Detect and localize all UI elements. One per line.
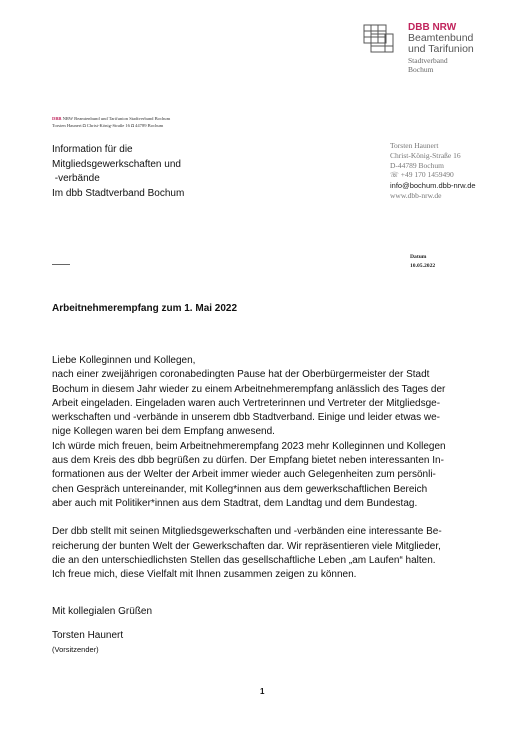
recipient-line-1: Information für die <box>52 144 133 155</box>
fold-mark-divider <box>52 264 70 265</box>
contact-phone: +49 170 1459490 <box>400 170 454 180</box>
sender-return-address <box>52 115 170 129</box>
paragraph-gap <box>52 511 482 525</box>
sender-address: Torsten Haunert ◘ Christ-König-Straße 16 ◘ 44789 Bochum <box>52 123 164 128</box>
contact-city: D-44789 Bochum <box>390 160 444 170</box>
recipient-line-3: -verbände <box>52 173 100 184</box>
greeting: Liebe Kolleginnen und Kollegen, <box>52 355 196 366</box>
body-line: die an den unterschiedlichsten Stellen das gesellschaftliche Leben „am Laufen“ halten. <box>52 554 436 566</box>
body-line: aus dem Kreis des dbb begrüßen zu dürfen. Der Empfang bietet neben interessanten In- <box>52 455 444 467</box>
body-line: Bochum in diesem Jahr wieder zu einem Arbeitnehmerempfang anlässlich des Tages der <box>52 383 446 395</box>
contact-street: Christ-König-Straße 16 <box>390 150 461 160</box>
contact-email[interactable]: info@bochum.dbb-nrw.de <box>390 181 476 191</box>
contact-website[interactable]: www.dbb-nrw.de <box>390 190 442 200</box>
contact-block <box>390 141 476 201</box>
closing-regards: Mit kollegialen Grüßen <box>52 606 153 617</box>
body-line: chen Gespräch untereinander, mit Kolleg*innen aus dem gewerkschaftlichen Bereich <box>52 483 428 495</box>
date-block <box>410 253 435 271</box>
letter-body <box>52 354 482 582</box>
letter-subject: Arbeitnehmerempfang zum 1. Mai 2022 <box>52 303 238 314</box>
body-line: nige Kollegen waren bei dem Empfang anwesend. <box>52 426 275 438</box>
letterhead-line-beamtenbund: Beamtenbund <box>408 32 474 44</box>
recipient-line-4: Im dbb Stadtverband Bochum <box>52 187 185 199</box>
sender-brand: DBB <box>52 116 62 121</box>
letterhead-line-tarifunion: und Tarifunion <box>408 43 474 55</box>
contact-name: Torsten Haunert <box>390 141 439 150</box>
body-line: Arbeit eingeladen. Eingeladen waren auch Vertreterinnen und Vertreter der Mitgliedsge- <box>52 397 441 409</box>
body-line: aber auch mit Politiker*innen aus dem Stadtrat, dem Landtag und dem Bundestag. <box>52 497 418 509</box>
body-line: reicherung der bunten Welt der Gewerkschaften dar. Wir repräsentieren viele Mitglieder, <box>52 540 441 552</box>
date-label: Datum <box>410 254 427 260</box>
body-line: werkschaften und -verbände in unserem dbb Stadtverband. Einige und leider etwas we- <box>52 412 441 424</box>
body-line: Der dbb stellt mit seinen Mitgliedsgewerkschaften und -verbänden eine interessante Be- <box>52 526 442 538</box>
body-line: Ich würde mich freuen, beim Arbeitnehmerempfang 2023 mehr Kolleginnen und Kollegen <box>52 440 446 452</box>
page-number: 1 <box>260 687 265 696</box>
dbb-logo-icon <box>362 24 396 54</box>
sender-org: NRW Beamtenbund und Tarifunion Stadtverband Bochum <box>62 116 171 121</box>
recipient-block <box>52 143 184 201</box>
closing-name: Torsten Haunert <box>52 630 124 641</box>
letterhead-sub-stadtverband: Stadtverband <box>408 56 448 65</box>
body-line: formationen aus der Welter der Arbeit immer wieder auch Gelegenheiten zum persönli- <box>52 469 436 481</box>
letterhead-sub-city: Bochum <box>408 65 434 74</box>
closing-block <box>52 605 152 657</box>
closing-role: (Vorsitzender) <box>52 645 99 654</box>
recipient-line-2: Mitgliedsgewerkschaften und <box>52 158 181 170</box>
phone-icon: ☏ <box>390 171 399 180</box>
letterhead-subtitle <box>408 56 448 74</box>
body-line: Ich freue mich, diese Vielfalt mit Ihnen zusammen zeigen zu können. <box>52 569 357 581</box>
body-line: nach einer zweijährigen coronabedingten Pause hat der Oberbürgermeister der Stadt <box>52 369 430 381</box>
letterhead-wordmark <box>408 22 474 55</box>
date-value: 10.05.2022 <box>410 263 436 269</box>
letterhead-brand: DBB NRW <box>408 22 457 33</box>
